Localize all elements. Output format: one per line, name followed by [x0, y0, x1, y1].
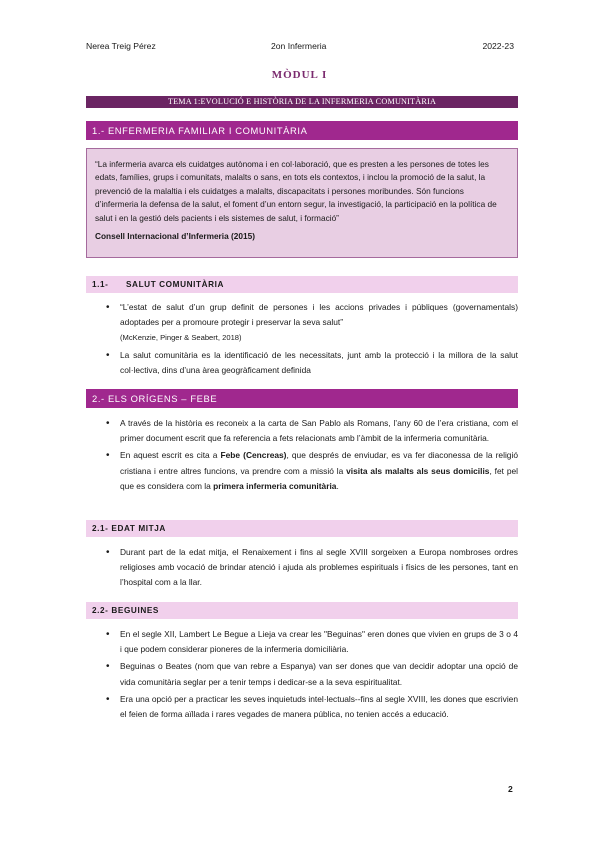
bullet-text: , que després de enviudar, es va fer diaconessa de la religió cristiana i entre altres funcions, va prendre com a missió la: [120, 450, 518, 476]
bullet-text: .: [336, 480, 339, 491]
list-item: [86, 659, 518, 689]
list-item: [86, 348, 518, 378]
list-item: [86, 627, 518, 657]
bullet-text: En el segle XII, Lambert Le Begue a Lieja va crear les "Beguinas" eren dones que vivien en grups de 3 o 4 i que podem considerar pioneres de la infermeria domiciliària.: [120, 629, 518, 655]
bullet-list-2-2: [86, 627, 518, 724]
topic-title: TEMA 1:EVOLUCIÓ E HISTÒRIA DE LA INFERMERIA COMUNITÀRIA: [86, 96, 518, 108]
subsection-number: 1.1-: [92, 280, 109, 289]
bullet-text: A través de la història es reconeix a la carta de San Pablo als Romans, l’any 60 de l’era cristiana, com el primer document escrit que fa referencia a fets relacionats amb l’àmbit de la infermeria comunitària.: [120, 418, 518, 444]
header-course: 2on Infermeria: [271, 41, 327, 51]
citation: (McKenzie, Pinger & Seabert, 2018): [120, 333, 242, 343]
list-item: [86, 545, 518, 591]
module-title: MÒDUL I: [271, 69, 328, 81]
page-number: 2: [508, 784, 513, 794]
bullet-list-2-1: [86, 545, 518, 593]
section-heading-2: 2.- ELS ORÍGENS – FEBE: [86, 389, 518, 408]
list-item: [86, 416, 518, 446]
bold-visita: visita als malalts als seus domicilis: [346, 465, 490, 476]
bold-primera: primera infermeria comunitària: [213, 480, 337, 491]
page-header: [86, 41, 514, 55]
bullet-list-2: [86, 416, 518, 496]
bullet-text: “L’estat de salut d’un grup definit de persones i les accions privades i públiques (governamentals) adoptades per a promoure protegir i preservar la seva salut”: [120, 302, 518, 328]
list-item: [86, 692, 518, 722]
subsection-heading-1-1: [86, 276, 518, 293]
bullet-text: La salut comunitària es la identificació de les necessitats, junt amb la protecció i la millora de la salut col·lectiva, dins d’una àrea geogràficament definida: [120, 349, 518, 375]
bold-febe: Febe (Cencreas): [220, 450, 287, 461]
subsection-label: SALUT COMUNITÀRIA: [126, 280, 224, 289]
subsection-heading-2-1: 2.1- EDAT MITJA: [86, 520, 518, 537]
bullet-list-1-1: [86, 300, 518, 380]
list-item: [86, 448, 518, 494]
header-year: 2022-23: [482, 41, 514, 51]
subsection-heading-2-2: 2.2- BEGUINES: [86, 602, 518, 619]
header-author: Nerea Treig Pérez: [86, 41, 156, 51]
quote-source: Consell Internacional d’Infermeria (2015): [95, 231, 255, 242]
bullet-text: Era una opció per a practicar les seves inquietuds intel·lectuals--fins al segle XVIII, les dones que escrivien el feien de forma aïllada i rares vegades de manera pública, no tenien accés a educació.: [120, 693, 518, 720]
bullet-text: Durant part de la edat mitja, el Renaixement i fins al segle XVIII sorgeixen a Europa nombroses ordres religioses amb vocació de brindar atenció i ajuda als problemes espirituals i físics de les persones, tant en l’hospital com a la llar.: [120, 547, 518, 588]
bullet-text: En aquest escrit es cita a: [120, 450, 221, 461]
bullet-text: Beguinas o Beates (nom que van rebre a Espanya) van ser dones que van decidir adoptar una opció de vida comunitària seglar per a tenir temps i dedicar-se a la seva espiritualitat.: [120, 661, 518, 687]
quote-box: [86, 148, 518, 258]
quote-text: “La infermeria avarca els cuidatges autònoma i en col·laboració, que es presten a les persones de totes les edats, famílies, grups i comunitats, malalts o sans, en tots els contextos, i inclou la promoció de la salut, la prevenció de la malaltia i els cuidatges a malalts, discapacitats i persones moribundes. Són funcions d’infermeria la defensa de la salut, el foment d’un entorn segur, la investigació, la participació en la política de salut i en la gestió dels pacients i els sistemes de salut, i formació”: [95, 159, 497, 223]
list-item: [86, 300, 518, 346]
bullet-text: , fet pel que es considera com la: [120, 465, 519, 491]
section-heading-1: 1.- ENFERMERIA FAMILIAR I COMUNITÀRIA: [86, 121, 518, 140]
